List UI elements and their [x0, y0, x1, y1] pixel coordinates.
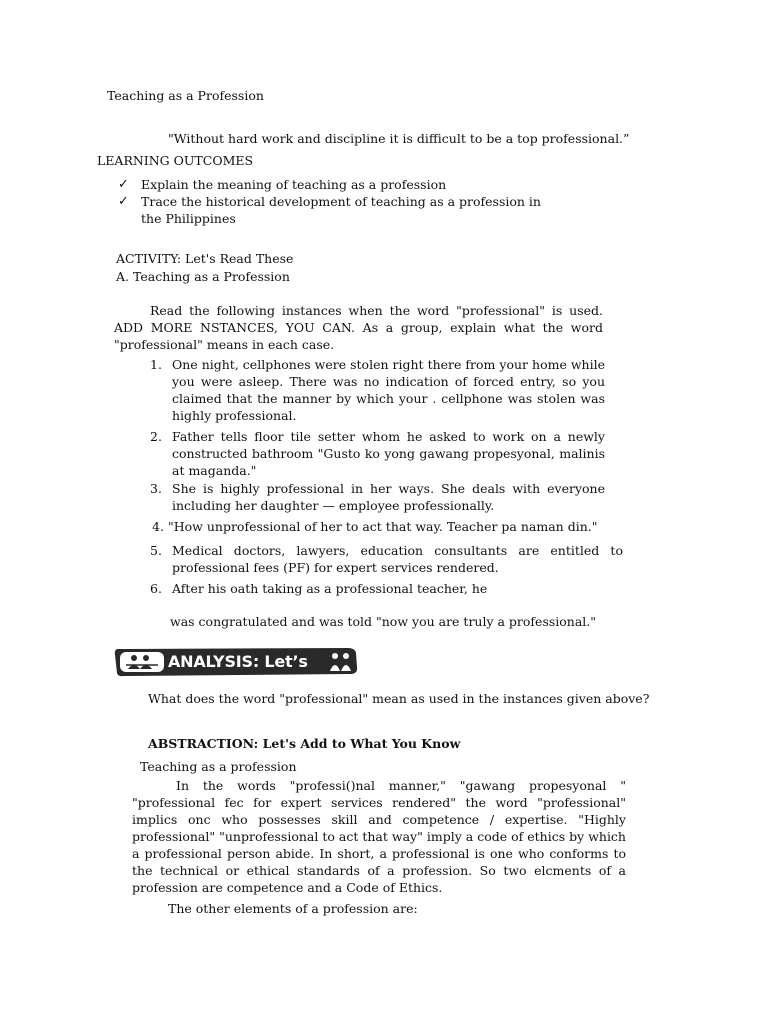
item-text: One night, cellphones were stolen right there from your home while you were asleep. There was no indication of forced entry, so you claimed that the manner by which your . cellphone was stolen was highly professional. — [172, 357, 605, 423]
item-number: 2. — [150, 429, 162, 444]
abstraction-subheading: Teaching as a profession — [140, 759, 297, 774]
opening-quote: "Without hard work and discipline it is difficult to be a top professional.” — [168, 131, 630, 146]
analysis-question: What does the word "professional" mean as used in the instances given above? — [148, 691, 650, 706]
analysis-banner — [112, 645, 360, 693]
page-title: Teaching as a Profession — [107, 88, 264, 103]
list-item — [150, 428, 605, 479]
item-number: 6. — [150, 581, 162, 596]
activity-heading: ACTIVITY: Let's Read These — [116, 251, 294, 266]
item-number: 1. — [150, 357, 162, 372]
abstraction-closing-line: The other elements of a profession are: — [168, 901, 418, 916]
list-item — [150, 480, 605, 514]
list-item: Explain the meaning of teaching as a profession — [141, 177, 447, 192]
learning-outcomes-heading: LEARNING OUTCOMES — [97, 153, 254, 168]
item-text: "How unprofessional of her to act that way. Teacher pa naman din." — [168, 519, 598, 534]
list-item — [152, 518, 607, 535]
activity-subheading: A. Teaching as a Profession — [116, 269, 290, 284]
item-number: 5. — [150, 543, 162, 558]
item-text: Medical doctors, lawyers, education consultants are entitled to professional fees (PF) for expert services rendered. — [172, 543, 623, 575]
list-item — [150, 356, 605, 424]
item-text: Father tells floor tile setter whom he asked to work on a newly constructed bathroom "Gusto ko yong gawang propesyonal, malinis at maganda." — [172, 429, 605, 478]
analysis-banner-title: ANALYSIS: Let’s Analyze — [168, 652, 308, 693]
people-group-icon — [328, 651, 354, 673]
list-item-continuation: was congratulated and was told "now you are truly a professional." — [170, 614, 597, 629]
item-number: 4. — [152, 519, 164, 534]
list-item — [150, 542, 623, 576]
item-text: She is highly professional in her ways. She deals with everyone including her daughter — employee professionally. — [172, 481, 605, 513]
people-reading-icon — [124, 654, 162, 670]
list-item: Trace the historical development of teaching as a profession in the Philippines — [141, 194, 541, 226]
list-item — [150, 580, 605, 597]
check-mark-icon: ✓ — [118, 194, 129, 209]
item-number: 3. — [150, 481, 162, 496]
check-mark-icon: ✓ — [118, 177, 129, 192]
abstraction-heading: ABSTRACTION: Let's Add to What You Know — [148, 736, 461, 751]
abstraction-paragraph: In the words "professi()nal manner," "gawang propesyonal " "professional fec for expert services rendered" the word "professional" implics onc who possesses skill and competence / expertise. "Highly professional" "unprofessional to act that way" imply a code of ethics by which a professional person abide. In short, a professional is one who conforms to the technical or ethical standards of a profession. So two elcments of a profession are competence and a Code of Ethics. — [132, 778, 626, 895]
activity-intro: Read the following instances when the word "professional" is used. ADD MORE NSTANCES, YOU CAN. As a group, explain what the word "professional" means in each case. — [114, 303, 603, 352]
item-text: After his oath taking as a professional teacher, he — [172, 581, 488, 596]
